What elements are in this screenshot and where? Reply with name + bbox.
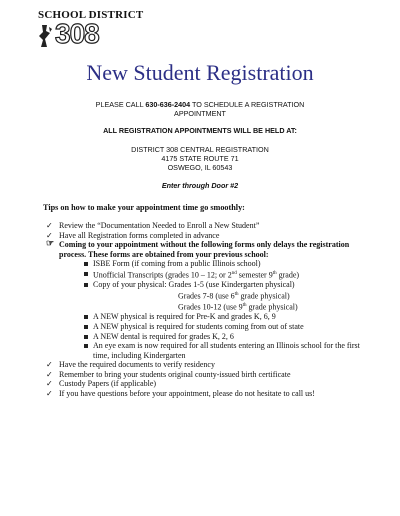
door-notice: Enter through Door #2	[161, 181, 239, 190]
page-title: New Student Registration	[86, 60, 314, 85]
tips-heading: Tips on how to make your appointment time go smoothly:	[43, 203, 245, 212]
logo-emblem-icon	[38, 23, 54, 49]
checkmark-icon: ✓	[46, 389, 53, 399]
checkmark-icon: ✓	[46, 221, 53, 230]
logo-district-text: SCHOOL DISTRICT	[38, 9, 144, 21]
square-bullet-icon	[84, 325, 88, 329]
phone-number: 630-636-2404	[145, 100, 191, 109]
list-item: A NEW dental is required for grades K, 2, 6	[84, 332, 366, 342]
logo-district-number: 308	[55, 18, 99, 49]
pointing-hand-icon: ☞	[46, 238, 55, 249]
square-bullet-icon	[84, 335, 88, 339]
square-bullet-icon	[84, 262, 88, 266]
address-line1: DISTRICT 308 CENTRAL REGISTRATION	[131, 145, 269, 154]
list-item: Copy of your physical: Grades 1-5 (use Kindergarten physical) Grades 7-8 (use 6th grade physical) Grades 10-12 (use 9th grade physical)	[84, 280, 366, 312]
list-item: A NEW physical is required for students coming from out of state	[84, 322, 366, 332]
held-at-notice: ALL REGISTRATION APPOINTMENTS WILL BE HELD AT:	[103, 126, 297, 135]
list-item: ✓ Review the “Documentation Needed to Enroll a New Student”	[46, 221, 260, 230]
physical-grades-7-8: Grades 7-8 (use 6th grade physical)	[178, 291, 290, 301]
call-instruction-line2: APPOINTMENT	[174, 109, 226, 118]
call-instruction: PLEASE CALL 630-636-2404 TO SCHEDULE A REGISTRATION	[95, 100, 305, 109]
checkmark-icon: ✓	[46, 360, 53, 370]
list-item: ✓ Custody Papers (if applicable)	[46, 379, 157, 389]
list-item: ✓ Have all Registration forms completed in advance	[46, 230, 220, 240]
square-bullet-icon	[84, 315, 88, 319]
square-bullet-icon	[84, 344, 88, 348]
address-line3: OSWEGO, IL 60543	[167, 163, 233, 172]
square-bullet-icon	[84, 283, 88, 287]
district-logo	[38, 9, 144, 51]
physical-grades-10-12: Grades 10-12 (use 9th grade physical)	[178, 302, 298, 312]
forms-sublist	[59, 259, 366, 360]
list-item: ✓ Remember to bring your students original county-issued birth certificate	[46, 369, 291, 379]
list-item: ✓ Have the required documents to verify residency	[46, 360, 215, 370]
square-bullet-icon	[84, 272, 88, 276]
checkmark-icon: ✓	[46, 230, 53, 240]
list-item: A NEW physical is required for Pre-K and grades K, 6, 9	[84, 312, 366, 322]
list-item: An eye exam is now required for all students entering an Illinois school for the first time, including Kindergarten	[84, 341, 366, 360]
checkmark-icon: ✓	[46, 369, 53, 379]
list-item: ✓ If you have questions before your appointment, please do not hesitate to call us!	[46, 389, 315, 399]
checkmark-icon: ✓	[46, 379, 53, 389]
list-item: ISBE Form (if coming from a public Illinois school)	[84, 259, 366, 269]
list-item: ☞ Coming to your appointment without the following forms only delays the registration process. These forms are obtained from your previous school: ISBE Form (if coming from a public Illinois school) Unofficial Transcripts (grades 10 – 12; or 2nd semester 9th grade) Copy of your physical: Grades 1-5 (use Kindergarten physical) Grades 7-8 (use 6th grade physical) Grades 10-12 (use 9th grade physical) A NEW physical is required for Pre-K and grades K, 6, 9 A NEW physical is required for students coming from out of state A NEW dental is required for grades K, 2, 6 An eye exam is now required for all students entering an Illinois school for the first time, including Kindergarten	[46, 240, 366, 360]
tips-list	[46, 221, 366, 399]
list-item: Unofficial Transcripts (grades 10 – 12; or 2nd semester 9th grade)	[84, 269, 366, 280]
address-line2: 4175 STATE ROUTE 71	[161, 154, 239, 163]
